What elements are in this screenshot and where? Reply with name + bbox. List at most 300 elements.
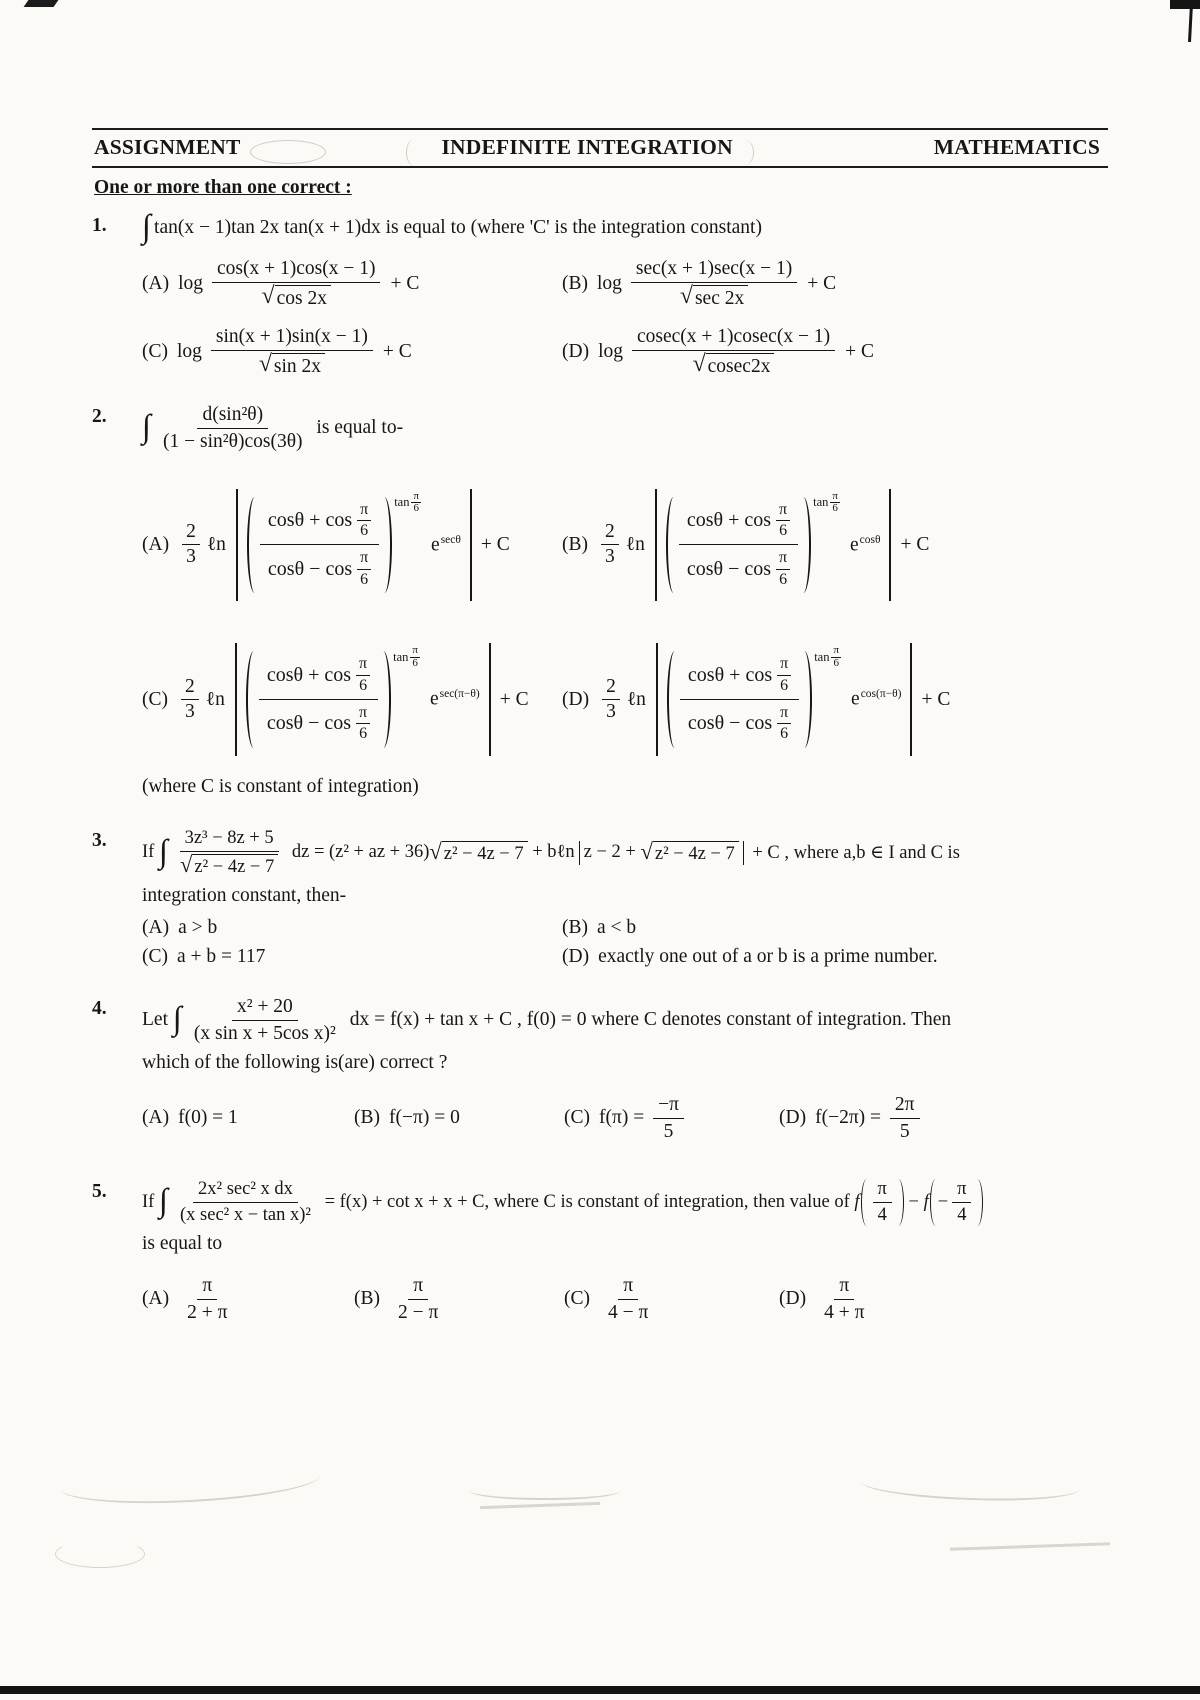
- option-label: (A): [142, 916, 170, 938]
- frac-den: [257, 283, 336, 310]
- frac-den: 6: [360, 570, 369, 588]
- frac-den: 6: [779, 570, 788, 588]
- math-text: e: [429, 688, 439, 710]
- radicand: sin 2x: [272, 353, 325, 378]
- paren-group: [861, 1179, 904, 1226]
- frac-den: [260, 545, 379, 593]
- q3-stem-line2: integration constant, then-: [142, 884, 347, 906]
- integral-sign: ∫: [142, 209, 152, 245]
- q5-option-a: [142, 1275, 354, 1324]
- e-term: [851, 688, 901, 711]
- question-3: [92, 828, 1108, 968]
- frac-den: 4 − π: [608, 1301, 649, 1323]
- frac-num: [260, 497, 379, 546]
- paren-left: [247, 497, 258, 594]
- absolute-value-group: [656, 643, 913, 756]
- log-label: log: [597, 272, 622, 294]
- sqrt: [180, 851, 278, 878]
- q5-stem-line2: is equal to: [142, 1232, 223, 1254]
- frac-den: 4: [877, 1204, 887, 1225]
- fraction: [393, 1275, 443, 1324]
- q4-option-b: [354, 1107, 564, 1129]
- q2-option-d: [562, 643, 1108, 756]
- frac-num: [679, 497, 798, 546]
- frac-num: π: [357, 501, 371, 521]
- pencil-mark: [736, 140, 754, 165]
- pi-over-6: [777, 704, 791, 744]
- pi-over-6: [410, 645, 420, 669]
- plus-c: + C: [845, 340, 874, 362]
- pencil-scribble: [470, 1482, 620, 1500]
- fraction: [175, 1179, 316, 1226]
- frac-num: π: [412, 644, 418, 657]
- q5-option-b: [354, 1275, 564, 1324]
- ln-label: ℓn: [205, 688, 225, 710]
- abs-bar: [743, 841, 744, 865]
- frac-den: 6: [779, 522, 788, 540]
- math-text: cosθ − cos: [686, 557, 772, 580]
- header-assignment: ASSIGNMENT: [94, 135, 241, 159]
- frac-num: 2π: [890, 1094, 920, 1119]
- absolute-value-group: [575, 838, 748, 865]
- paren-right: [381, 497, 392, 594]
- integral-sign: ∫: [158, 833, 168, 870]
- sqrt: [679, 282, 748, 310]
- question-4: [92, 996, 1108, 1143]
- pi-over-6: [356, 704, 370, 744]
- frac-num: π: [357, 549, 371, 569]
- pencil-scribble: [950, 1542, 1110, 1551]
- math-text: cosθ + cos: [686, 509, 772, 532]
- radicand: sec 2x: [693, 285, 748, 310]
- stem-text: If: [142, 1191, 159, 1212]
- option-label: (C): [142, 945, 168, 967]
- frac-den: 3: [185, 701, 195, 723]
- log-label: log: [177, 340, 202, 362]
- option-label: (D): [562, 688, 590, 710]
- q4-option-d: [779, 1094, 1108, 1143]
- page-title: INDEFINITE INTEGRATION: [441, 135, 733, 159]
- absolute-value-group: [655, 489, 892, 602]
- frac-num: x² + 20: [232, 996, 298, 1021]
- frac-num: π: [832, 489, 838, 502]
- log-label: log: [598, 340, 623, 362]
- radicand: z² − 4z − 7: [442, 841, 528, 865]
- frac-num: π: [356, 704, 370, 724]
- coefficient-fraction: [182, 521, 200, 568]
- e-term: [430, 688, 480, 711]
- frac-num: π: [197, 1275, 217, 1300]
- radical-sign: √: [258, 350, 272, 377]
- paren-right: [801, 651, 812, 748]
- frac-den: 6: [780, 676, 789, 694]
- option-label: (A): [142, 533, 170, 555]
- math-text: tan: [393, 649, 409, 664]
- plus-c: + C: [382, 340, 412, 362]
- option-label: (D): [779, 1288, 807, 1310]
- frac-num: 3z³ − 8z + 5: [180, 828, 279, 852]
- frac-den: 3: [605, 546, 615, 568]
- q2-options: [142, 489, 1108, 756]
- plus-c: + C: [499, 688, 529, 710]
- question-1: [92, 209, 1108, 378]
- option-text: exactly one out of a or b is a prime number.: [598, 945, 938, 967]
- option-text: a + b = 117: [177, 945, 266, 967]
- frac-den: (x sin x + 5cos x)²: [193, 1022, 336, 1044]
- header-subject: MATHEMATICS: [933, 135, 1100, 159]
- radical-sign: √: [180, 851, 193, 877]
- frac-num: sin(x + 1)sin(x − 1): [211, 326, 373, 351]
- frac-den: (1 − sin²θ)cos(3θ): [163, 430, 303, 452]
- group-exponent: [394, 491, 421, 515]
- fraction: [158, 404, 308, 453]
- plus-c: + C: [921, 688, 951, 710]
- frac-num: 2: [182, 521, 200, 545]
- q1-option-a: [142, 258, 562, 310]
- stem-text: If: [142, 842, 159, 863]
- pencil-scribble: [860, 1466, 1081, 1504]
- frac-den: 3: [186, 546, 196, 568]
- math-text: tan: [394, 495, 410, 510]
- exponent: sec(π−θ): [439, 688, 480, 701]
- option-label: (D): [562, 340, 590, 362]
- question-2: [92, 404, 1108, 798]
- group-exponent: [814, 645, 841, 669]
- question-number: 1.: [92, 215, 107, 236]
- q1-option-c: [142, 326, 562, 378]
- question-number: 2.: [92, 405, 107, 427]
- paren-left: [861, 1179, 869, 1226]
- q4-option-a: [142, 1107, 354, 1129]
- math-text: cosθ + cos: [267, 509, 353, 532]
- frac-num: π: [408, 1275, 428, 1300]
- radical-sign: √: [429, 838, 442, 864]
- negative-sign: −: [937, 1191, 949, 1212]
- fraction: [211, 326, 373, 378]
- math-text: e: [851, 688, 860, 710]
- f-term-1: [854, 1179, 903, 1226]
- math-text: tan(x − 1)tan 2x tan(x + 1)dx: [154, 216, 381, 238]
- option-label: (B): [562, 533, 588, 555]
- option-text: a < b: [597, 916, 637, 938]
- q5-stem: [142, 1179, 1108, 1226]
- pi-over-6: [776, 549, 790, 589]
- radical-sign: √: [261, 282, 275, 309]
- frac-den: 6: [833, 656, 839, 669]
- frac-den: 6: [832, 502, 838, 515]
- q2-stem: [142, 404, 1108, 453]
- pi-over-6: [357, 549, 371, 589]
- section-heading: One or more than one correct :: [94, 177, 352, 198]
- page-header: [92, 128, 1108, 168]
- math-text: tan: [814, 649, 830, 664]
- option-label: (A): [142, 1107, 170, 1129]
- coefficient-fraction: [181, 676, 199, 723]
- scan-artifact: [1188, 4, 1193, 42]
- q1-stem: [142, 209, 1108, 245]
- ln-label: ℓn: [626, 688, 646, 710]
- option-label: (C): [564, 1107, 590, 1129]
- pi-over-6: [830, 491, 840, 515]
- frac-num: π: [873, 1179, 892, 1203]
- option-label: (A): [142, 272, 170, 294]
- option-text: f(−π) = 0: [389, 1107, 460, 1129]
- group-exponent: [813, 491, 840, 515]
- fraction: [653, 1094, 684, 1143]
- sqrt: [258, 350, 325, 378]
- fraction: [952, 1179, 971, 1226]
- option-label: (B): [354, 1288, 380, 1310]
- frac-den: 6: [359, 725, 368, 743]
- plus-c: + C: [480, 533, 510, 555]
- frac-num: [259, 651, 378, 700]
- sqrt: [640, 838, 738, 865]
- option-label: (B): [562, 916, 588, 938]
- paren-group: [246, 644, 420, 748]
- ln-label: ℓn: [625, 533, 645, 555]
- math-text: dz = (z² + az + 36): [287, 842, 430, 863]
- frac-num: 2: [181, 676, 199, 700]
- frac-den: 2 − π: [398, 1301, 439, 1323]
- frac-num: π: [776, 549, 790, 569]
- f-label: f: [854, 1191, 860, 1212]
- ln-label: ℓn: [206, 533, 226, 555]
- frac-den: (x sec² x − tan x)²: [180, 1204, 311, 1225]
- paren-group: [667, 644, 841, 748]
- frac-num: 2x² sec² x dx: [193, 1179, 298, 1203]
- frac-den: 5: [899, 1120, 910, 1142]
- option-label: (D): [779, 1107, 807, 1129]
- radicand: cosec2x: [706, 353, 775, 378]
- pencil-scribble: [55, 1540, 145, 1568]
- paren-left: [666, 497, 677, 594]
- frac-den: 6: [780, 725, 789, 743]
- option-text: f(π) =: [599, 1107, 650, 1129]
- exponent: cos(π−θ): [860, 688, 902, 701]
- radicand: cos 2x: [275, 285, 331, 310]
- stem-text: + C , where a,b ∈ I and C is: [747, 842, 960, 863]
- page-content: [0, 128, 1200, 1324]
- math-text: cosθ − cos: [687, 712, 773, 735]
- question-5: [92, 1179, 1108, 1324]
- frac-num: π: [952, 1179, 971, 1203]
- fraction: [175, 828, 283, 878]
- group-exponent: [393, 645, 420, 669]
- frac-num: cosec(x + 1)cosec(x − 1): [632, 326, 835, 351]
- stem-text: is equal to (where 'C' is the integration constant): [380, 216, 762, 238]
- plus-c: + C: [900, 533, 930, 555]
- frac-den: [679, 545, 798, 593]
- pi-over-6: [356, 655, 370, 695]
- frac-num: d(sin²θ): [197, 404, 268, 429]
- q2-option-a: [142, 489, 562, 602]
- frac-num: sec(x + 1)sec(x − 1): [631, 258, 797, 283]
- fraction: [632, 326, 835, 378]
- fraction: [603, 1275, 653, 1324]
- frac-den: [259, 700, 378, 748]
- frac-den: 6: [359, 676, 368, 694]
- math-text: cosθ − cos: [266, 712, 352, 735]
- math-text: cosθ + cos: [266, 663, 352, 686]
- frac-den: [254, 351, 330, 378]
- frac-den: [680, 700, 799, 748]
- e-term: [850, 534, 881, 557]
- math-text: e: [849, 534, 859, 556]
- sqrt: [261, 282, 331, 310]
- exponent: cosθ: [859, 533, 881, 546]
- frac-num: π: [618, 1275, 638, 1300]
- frac-num: 2: [602, 676, 620, 700]
- fraction: [819, 1275, 869, 1324]
- pencil-scribble: [480, 1502, 600, 1509]
- plus-c: + C: [390, 272, 420, 294]
- inner-fraction: [259, 651, 378, 748]
- q4-options: [142, 1094, 1108, 1143]
- frac-num: π: [413, 489, 420, 502]
- frac-num: [680, 651, 799, 700]
- q3-stem: [142, 828, 1108, 878]
- fraction: [890, 1094, 920, 1143]
- q3-option-c: [142, 946, 562, 968]
- e-term: [431, 534, 461, 557]
- frac-den: 6: [412, 656, 418, 669]
- paren-left: [930, 1179, 938, 1226]
- fraction: [873, 1179, 892, 1226]
- option-label: (B): [562, 272, 588, 294]
- fraction: [212, 258, 380, 310]
- paren-left: [246, 651, 257, 748]
- frac-den: 6: [360, 522, 369, 540]
- q3-option-b: [562, 917, 1108, 939]
- q2-option-b: [562, 489, 1108, 602]
- absolute-value-group: [236, 489, 472, 602]
- frac-num: π: [834, 1275, 854, 1300]
- radical-sign: √: [692, 350, 706, 377]
- q3-option-d: [562, 946, 1108, 968]
- paren-right: [380, 651, 391, 748]
- q5-options: [142, 1275, 1108, 1324]
- q3-options: [142, 917, 1108, 968]
- pi-over-6: [411, 491, 421, 515]
- math-text: z − 2 +: [583, 842, 641, 863]
- question-number: 5.: [92, 1180, 107, 1202]
- math-text: tan: [813, 495, 829, 510]
- pi-over-6: [831, 645, 841, 669]
- coefficient-fraction: [602, 676, 620, 723]
- stem-text: dx = f(x) + tan x + C , f(0) = 0 where C denotes constant of integration. Then: [344, 1009, 952, 1031]
- paren-left: [667, 651, 678, 748]
- frac-num: 2: [601, 521, 619, 545]
- radical-sign: √: [640, 838, 653, 864]
- paren-group: [666, 489, 840, 594]
- frac-den: 6: [413, 502, 419, 515]
- sqrt: [692, 350, 775, 378]
- option-label: (C): [564, 1288, 590, 1310]
- frac-den: 4: [957, 1204, 967, 1225]
- frac-den: 5: [663, 1120, 674, 1142]
- fraction: [631, 258, 797, 310]
- plus-c: + C: [807, 272, 837, 294]
- frac-den: [675, 283, 753, 310]
- frac-den: [175, 852, 283, 878]
- frac-den: 4 + π: [824, 1301, 865, 1323]
- fraction: [182, 1275, 232, 1324]
- exponent: secθ: [440, 533, 461, 546]
- question-number: 3.: [92, 829, 107, 851]
- q5-option-c: [564, 1275, 779, 1324]
- q4-stem-line2: which of the following is(are) correct ?: [142, 1051, 448, 1073]
- radicand: z² − 4z − 7: [653, 841, 739, 865]
- q4-option-c: [564, 1094, 779, 1143]
- integral-sign: ∫: [142, 409, 152, 446]
- pi-over-6: [776, 501, 790, 541]
- scan-artifact: [24, 0, 59, 7]
- fraction: [189, 996, 341, 1045]
- sqrt: [429, 838, 527, 865]
- frac-num: π: [777, 704, 791, 724]
- pi-over-6: [357, 501, 371, 541]
- inner-fraction: [680, 651, 799, 748]
- frac-num: π: [776, 501, 790, 521]
- coefficient-fraction: [601, 521, 619, 568]
- minus-sign: −: [903, 1191, 924, 1212]
- abs-bar: [579, 841, 580, 865]
- paren-right: [800, 497, 811, 594]
- q2-option-c: [142, 643, 562, 756]
- scan-bottom-bar: [0, 1686, 1200, 1694]
- math-text: cosθ + cos: [687, 663, 773, 686]
- option-label: (A): [142, 1288, 170, 1310]
- absolute-value-group: [235, 643, 491, 756]
- frac-num: −π: [653, 1094, 684, 1119]
- frac-den: [688, 351, 780, 378]
- f-label: f: [923, 1191, 929, 1212]
- paren-right: [975, 1179, 983, 1226]
- frac-den: 3: [606, 701, 616, 723]
- f-term-2: [924, 1179, 984, 1226]
- stem-text: is equal to-: [311, 417, 404, 439]
- pi-over-6: [777, 655, 791, 695]
- option-label: (C): [142, 340, 168, 362]
- q5-option-d: [779, 1275, 1108, 1324]
- option-text: a > b: [178, 916, 218, 938]
- option-label: (B): [354, 1107, 380, 1129]
- paren-group: [247, 489, 421, 594]
- q1-option-d: [562, 326, 1108, 378]
- integral-sign: ∫: [158, 1183, 168, 1220]
- pencil-scribble: [59, 1455, 321, 1509]
- option-label: (C): [142, 688, 168, 710]
- inner-fraction: [260, 497, 379, 594]
- math-text: cosθ − cos: [267, 557, 353, 580]
- paren-group: [930, 1179, 984, 1226]
- inner-fraction: [679, 497, 798, 594]
- stem-text: Let: [142, 1009, 173, 1031]
- frac-den: 2 + π: [187, 1301, 228, 1323]
- radicand: z² − 4z − 7: [192, 854, 278, 878]
- frac-num: π: [356, 655, 370, 675]
- math-text: e: [431, 534, 440, 556]
- pencil-mark: [406, 139, 422, 166]
- option-text: f(0) = 1: [178, 1107, 238, 1129]
- frac-num: π: [777, 655, 791, 675]
- q2-note: (where C is constant of integration): [142, 775, 419, 797]
- option-label: (D): [562, 945, 590, 967]
- log-label: log: [178, 272, 203, 294]
- q3-option-a: [142, 917, 562, 939]
- scan-artifact: [1170, 0, 1200, 9]
- q4-stem: [142, 996, 1108, 1045]
